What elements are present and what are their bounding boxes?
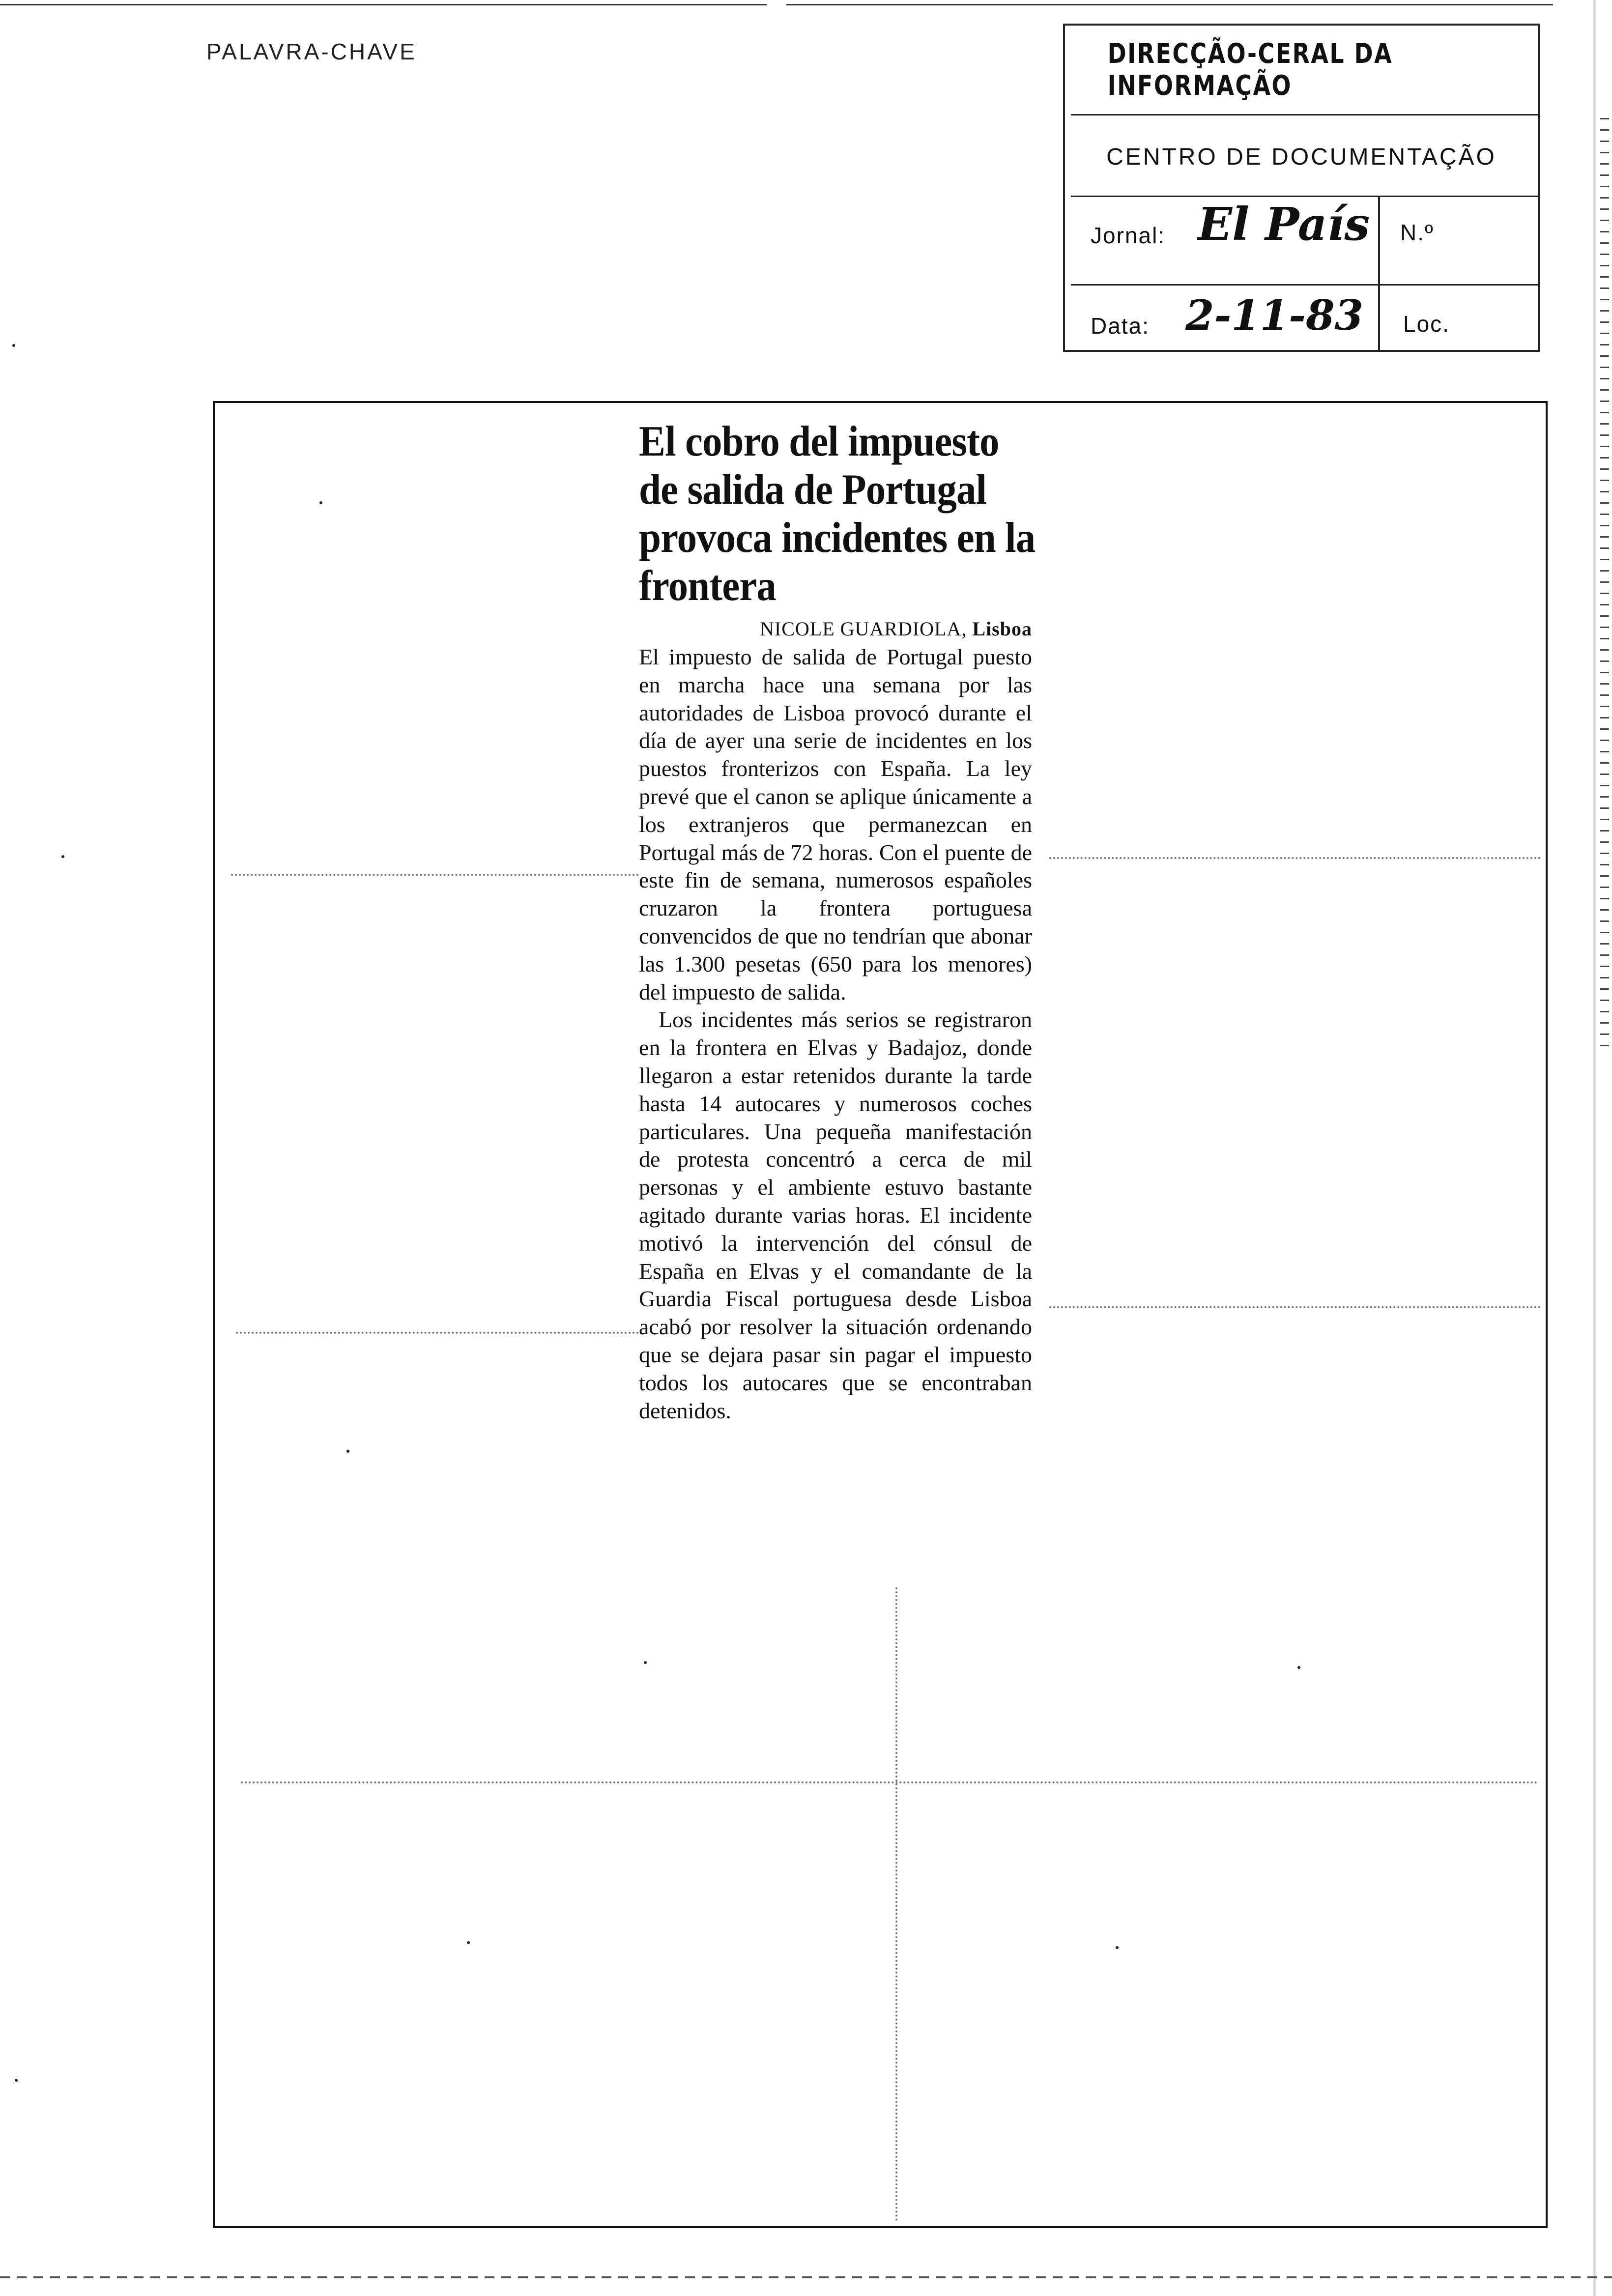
stamp-divider	[1071, 114, 1538, 115]
stamp-title: DIRECÇÃO-CERAL DA INFORMAÇÃO	[1107, 38, 1393, 102]
jornal-label: Jornal:	[1091, 223, 1166, 248]
stamp-divider	[1071, 196, 1538, 197]
guide-line	[895, 1587, 897, 2221]
article-paragraph: El impuesto de salida de Portugal puesto en marcha hace una semana por las autoridades de Lisboa provocó durante el día de ayer una serie de incidentes en los puestos fronterizos con España. La ley prevé que el canon se aplique únicamente a los extranjeros que permanezcan en Portugal más de 72 horas. Con el puente de este fin de semana, numerosos españoles cruzaron la frontera portuguesa convencidos de que no tendrían que abonar las 1.300 pesetas (650 para los menores) del impuesto de salida.	[639, 644, 1032, 1004]
scan-speck	[1297, 1666, 1300, 1669]
scan-speck	[319, 501, 322, 504]
loc-label: Loc.	[1403, 311, 1450, 337]
scan-speck	[15, 2079, 18, 2082]
stamp-subtitle: CENTRO DE DOCUMENTAÇÃO	[1106, 144, 1497, 170]
scan-edge-artifact	[1600, 118, 1609, 1052]
guide-line	[231, 874, 639, 876]
scan-edge-artifact	[0, 2276, 1612, 2278]
article-byline	[639, 617, 1032, 640]
data-value: 2-11-83	[1185, 291, 1363, 340]
archive-stamp	[1063, 24, 1540, 352]
scan-speck	[12, 344, 15, 347]
article-body	[639, 643, 1032, 1425]
top-border-line-right	[786, 4, 1553, 5]
scan-speck	[467, 1941, 470, 1944]
article-headline: El cobro del impuesto de salida de Portugal provoca incidentes en la frontera	[639, 418, 1036, 610]
guide-line	[241, 1781, 1538, 1783]
numero-label: N.º	[1400, 220, 1434, 245]
jornal-value: El País	[1198, 198, 1370, 251]
scan-speck	[644, 1661, 647, 1664]
data-label: Data:	[1091, 313, 1150, 339]
guide-line	[1049, 1306, 1541, 1308]
keyword-label: PALAVRA-CHAVE	[206, 39, 417, 64]
scan-speck	[346, 1450, 349, 1453]
scan-speck	[61, 855, 64, 858]
guide-line	[236, 1332, 639, 1334]
stamp-vertical-divider	[1378, 196, 1380, 352]
scan-speck	[1116, 1946, 1119, 1949]
article-column	[639, 418, 1036, 1425]
top-border-line-left	[0, 4, 767, 5]
byline-place: Lisboa	[972, 618, 1032, 640]
guide-line	[1049, 857, 1541, 859]
byline-author: NICOLE GUARDIOLA,	[759, 618, 967, 640]
stamp-divider	[1071, 284, 1538, 286]
article-paragraph: Los incidentes más serios se registraron en la frontera en Elvas y Badajoz, donde llegaron a estar retenidos durante la tarde hasta 14 autocares y numerosos coches particulares. Una pequeña manifestación de protesta concentró a cerca de mil personas y el ambiente estuvo bastante agitado durante varias horas. El incidente motivó la intervención del cónsul de España en Elvas y el comandante de la Guardia Fiscal portuguesa desde Lisboa acabó por resolver la situación ordenando que se dejara pasar sin pagar el impuesto todos los autocares que se encontraban detenidos.	[639, 1007, 1032, 1423]
